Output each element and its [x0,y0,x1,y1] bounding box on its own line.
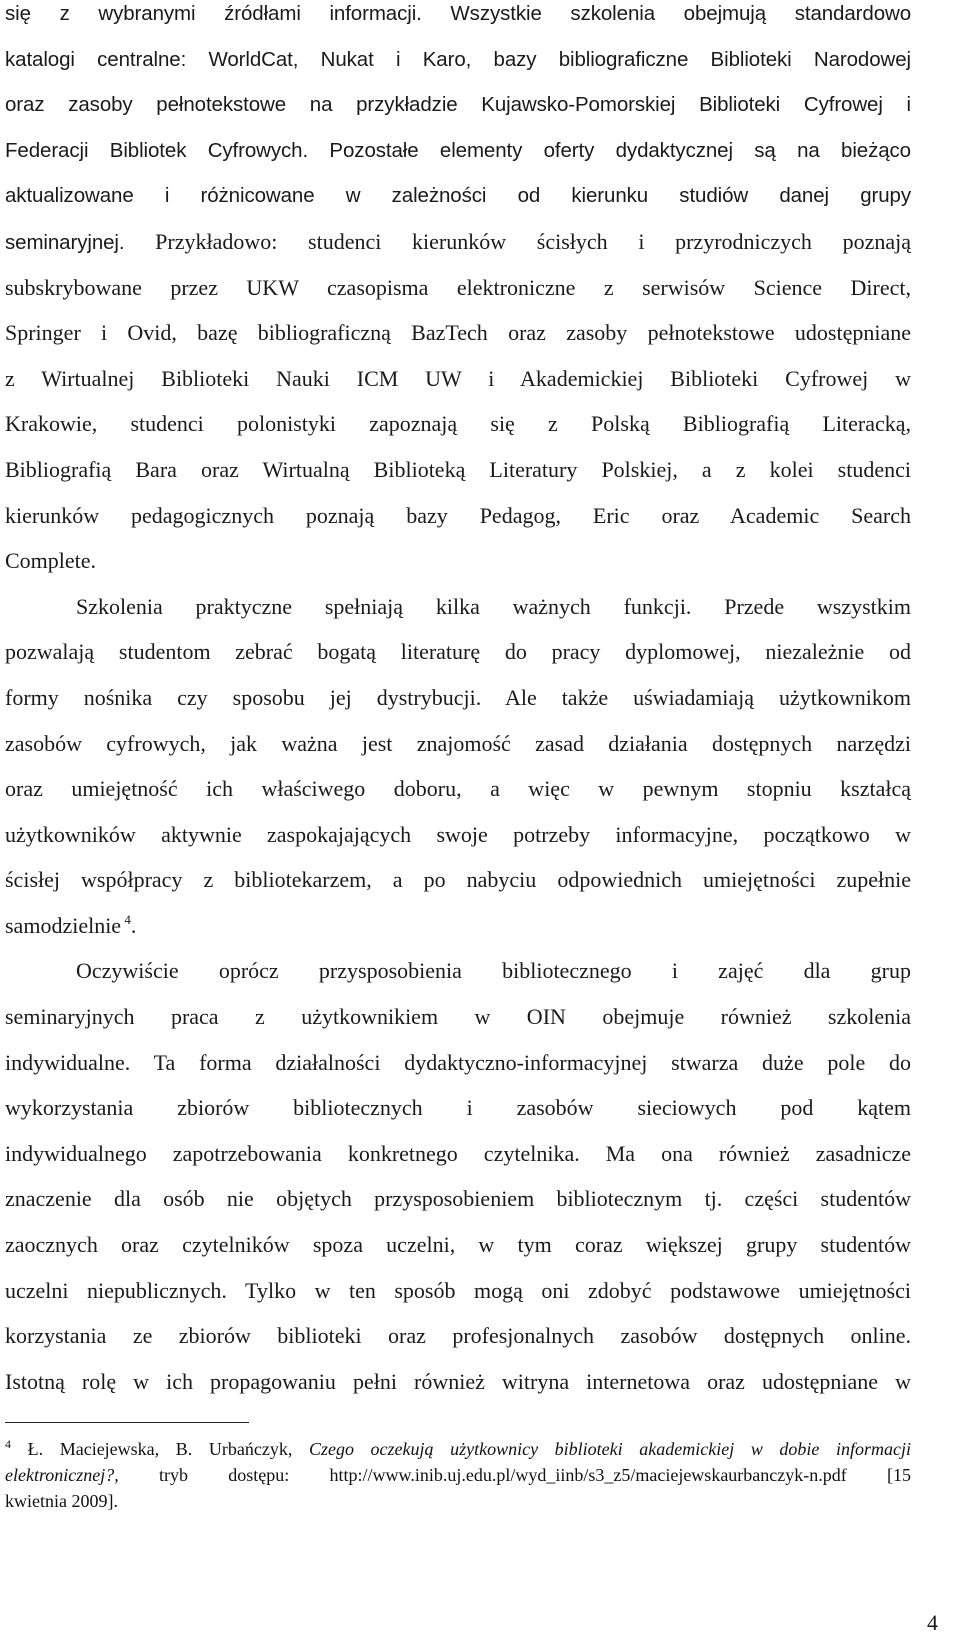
footnote-line-1 [5,1436,911,1462]
body-text [5,0,911,1404]
body-line: formy nośnika czy sposobu jej dystrybucji. Ale także uświadamiają użytkownikom [5,684,911,710]
footnote-number: 4 [5,1437,11,1451]
footnote-line-2 [5,1462,911,1488]
body-line: Federacji Bibliotek Cyfrowych. Pozostałe elementy oferty dydaktycznej są na bieżąco [5,138,911,162]
body-line: Bibliografią Bara oraz Wirtualną Biblioteką Literatury Polskiej, a z kolei studenci [5,456,911,482]
body-line: się z wybranymi źródłami informacji. Wszystkie szkolenia obejmują standardowo [5,2,911,25]
body-line: kierunków pedagogicznych poznają bazy Pedagog, Eric oraz Academic Search [5,502,911,528]
body-line: Springer i Ovid, bazę bibliograficzną BazTech oraz zasoby pełnotekstowe udostępniane [5,320,911,346]
body-line: indywidualnego zapotrzebowania konkretnego czytelnika. Ma ona również zasadnicze [5,1140,911,1166]
body-line: Istotną rolę w ich propagowaniu pełni również witryna internetowa oraz udostępniane w [5,1368,911,1394]
body-line: z Wirtualnej Biblioteki Nauki ICM UW i Akademickiej Biblioteki Cyfrowej w [5,365,911,391]
body-line: ścisłej współpracy z bibliotekarzem, a po nabyciu odpowiednich umiejętności zupełnie [5,867,911,893]
body-line: katalogi centralne: WorldCat, Nukat i Karo, bazy bibliograficzne Biblioteki Narodowej [5,47,911,71]
body-line: Szkolenia praktyczne spełniają kilka ważnych funkcji. Przede wszystkim [76,593,911,619]
body-line: Oczywiście oprócz przysposobienia bibliotecznego i zajęć dla grup [76,958,911,984]
footnote-reference[interactable]: 4 [121,911,131,927]
body-line: subskrybowane przez UKW czasopisma elektroniczne z serwisów Science Direct, [5,274,911,300]
footnote-separator [5,1422,249,1423]
footnote-title: Czego oczekują użytkownicy biblioteki akademickiej w dobie informacji [308,1439,912,1459]
footnote-title-cont: elektronicznej?, [5,1465,119,1485]
body-line: oraz umiejętność ich właściwego doboru, a więc w pewnym stopniu kształcą [5,776,911,802]
body-line: pozwalają studentom zebrać bogatą literaturę do pracy dyplomowej, niezależnie od [5,639,911,665]
body-line: seminaryjnych praca z użytkownikiem w OIN obejmuje również szkolenia [5,1004,911,1030]
footnote-access: tryb dostępu: http://www.inib.uj.edu.pl/wyd_iinb/s3_z5/maciejewskaurbanczyk-n.pdf [15 [118,1465,911,1485]
body-line: seminaryjnej. Przykładowo: studenci kierunków ścisłych i przyrodniczych poznają [5,228,911,254]
body-line: znaczenie dla osób nie objętych przysposobieniem bibliotecznym tj. części studentów [5,1186,911,1212]
body-line: Krakowie, studenci polonistyki zapoznają się z Polską Bibliografią Literacką, [5,411,911,437]
body-line: uczelni niepublicznych. Tylko w ten sposób mogą oni zdobyć podstawowe umiejętności [5,1277,911,1303]
body-line: indywidualne. Ta forma działalności dydaktyczno-informacyjnej stwarza duże pole do [5,1049,911,1075]
footnote-author: Ł. Maciejewska, B. Urbańczyk, [27,1439,309,1459]
body-line: zaocznych oraz czytelników spoza uczelni, w tym coraz większej grupy studentów [5,1232,911,1258]
body-line: użytkowników aktywnie zaspokajających swoje potrzeby informacyjne, początkowo w [5,821,911,847]
footnote [5,1436,911,1514]
footnote-line-3: kwietnia 2009]. [5,1491,118,1511]
body-line: oraz zasoby pełnotekstowe na przykładzie Kujawsko-Pomorskiej Biblioteki Cyfrowej i [5,93,911,117]
body-line: Complete. [5,548,97,574]
body-line: wykorzystania zbiorów bibliotecznych i zasobów sieciowych pod kątem [5,1095,911,1121]
body-line: samodzielnie $^4$. [5,911,137,938]
body-line: zasobów cyfrowych, jak ważna jest znajomość zasad działania dostępnych narzędzi [5,730,911,756]
body-line: aktualizowane i różnicowane w zależności od kierunku studiów danej grupy [5,184,911,208]
body-line: korzystania ze zbiorów biblioteki oraz profesjonalnych zasobów dostępnych online. [5,1323,911,1349]
page-number: 4 [927,1610,938,1635]
